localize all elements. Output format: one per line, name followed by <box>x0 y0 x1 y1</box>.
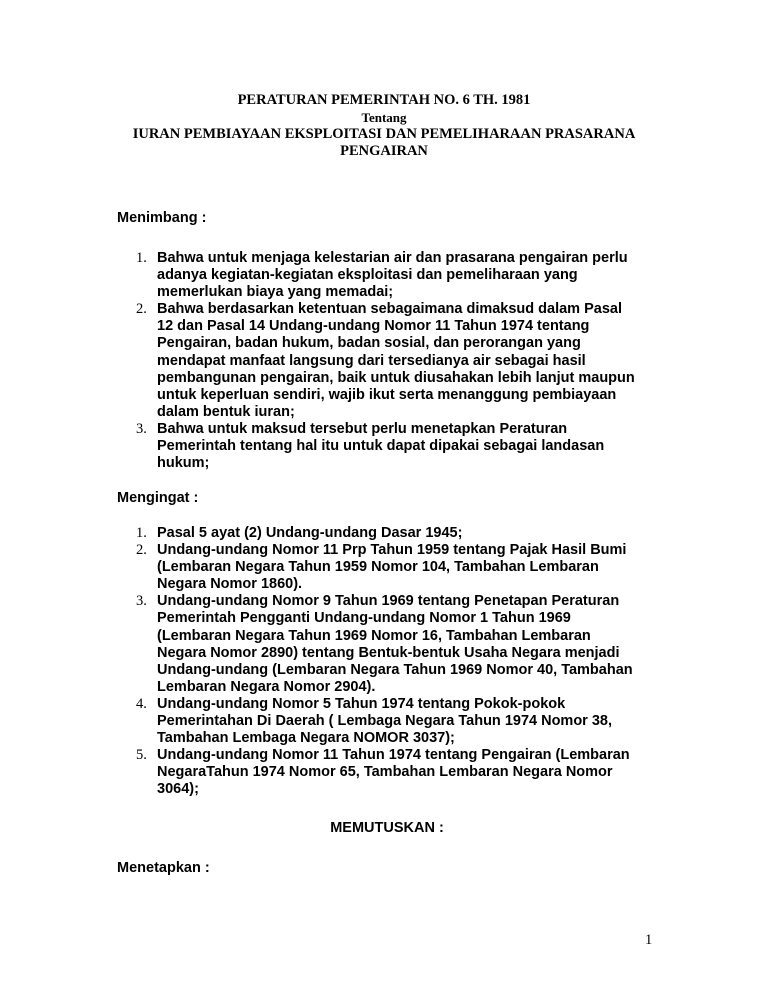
title-regulation: PERATURAN PEMERINTAH NO. 6 TH. 1981 <box>237 92 531 108</box>
item-text-line: Pengairan, badan hukum, badan sosial, dan perorangan yang <box>157 335 581 352</box>
menimbang-list <box>117 250 677 472</box>
item-text-line: Lembaran Negara Nomor 2904). <box>157 678 376 695</box>
item-text-line: Bahwa untuk maksud tersebut perlu menetapkan Peraturan <box>157 420 568 437</box>
title-subject-continued: PENGAIRAN <box>340 143 428 159</box>
item-text-line: untuk keperluan sendiri, wajib ikut serta menanggung pembiayaan <box>157 386 617 403</box>
item-text-line: Bahwa untuk menjaga kelestarian air dan prasarana pengairan perlu <box>157 250 628 266</box>
item-text-line: Tambahan Lembaga Negara NOMOR 3037); <box>157 730 455 747</box>
list-item <box>117 421 677 472</box>
list-item <box>117 747 677 798</box>
item-text-line: Bahwa berdasarkan ketentuan sebagaimana dimaksud dalam Pasal <box>157 301 622 318</box>
menetapkan-heading: Menetapkan : <box>117 860 210 876</box>
item-number: 2. <box>136 301 147 318</box>
item-text-line: 3064); <box>157 781 199 798</box>
item-text-line: 12 dan Pasal 14 Undang-undang Nomor 11 Tahun 1974 tentang <box>157 318 590 335</box>
item-text-line: Undang-undang (Lembaran Negara Tahun 1969 Nomor 40, Tambahan <box>157 661 633 678</box>
item-text-line: hukum; <box>157 455 210 472</box>
item-text-line: mendapat manfaat langsung dari tersedianya air sebagai hasil <box>157 352 586 369</box>
item-number: 3. <box>136 420 147 437</box>
item-text-line: NegaraTahun 1974 Nomor 65, Tambahan Lembaran Negara Nomor <box>157 764 613 781</box>
item-text-line: Undang-undang Nomor 5 Tahun 1974 tentang Pokok-pokok <box>157 695 566 712</box>
item-text-line: dalam bentuk iuran; <box>157 403 295 420</box>
item-number: 4. <box>136 695 147 712</box>
list-item <box>117 593 677 696</box>
item-number: 1. <box>136 250 147 266</box>
item-text-line: pembangunan pengairan, baik untuk diusahakan lebih lanjut maupun <box>157 369 635 386</box>
item-text-line: Pasal 5 ayat (2) Undang-undang Dasar 1945; <box>157 525 463 541</box>
item-text-line: Pemerintahan Di Daerah ( Lembaga Negara Tahun 1974 Nomor 38, <box>157 713 613 730</box>
item-text-line: Pemerintah tentang hal itu untuk dapat dipakai sebagai landasan <box>157 438 605 455</box>
item-number: 1. <box>136 525 147 541</box>
item-text-line: (Lembaran Negara Tahun 1959 Nomor 104, Tambahan Lembaran <box>157 559 599 576</box>
item-text-line: Negara Nomor 1860). <box>157 576 303 593</box>
item-text-line: adanya kegiatan-kegiatan eksploitasi dan pemeliharaan yang <box>157 267 578 284</box>
page-number: 1 <box>645 932 653 948</box>
item-text-line: memerlukan biaya yang memadai; <box>157 284 394 301</box>
item-text-line: Undang-undang Nomor 11 Prp Tahun 1959 tentang Pajak Hasil Bumi <box>157 542 627 559</box>
mengingat-heading: Mengingat : <box>117 490 199 506</box>
list-item <box>117 525 677 542</box>
item-text-line: Negara Nomor 2890) tentang Bentuk-bentuk Usaha Negara menjadi <box>157 644 620 661</box>
item-text-line: Undang-undang Nomor 9 Tahun 1969 tentang Penetapan Peraturan <box>157 593 620 610</box>
menimbang-heading: Menimbang : <box>117 210 207 226</box>
list-item <box>117 696 677 747</box>
title-subject: IURAN PEMBIAYAAN EKSPLOITASI DAN PEMELIHARAAN PRASARANA <box>132 126 636 142</box>
list-item <box>117 250 677 301</box>
item-number: 3. <box>136 593 147 610</box>
item-text-line: Undang-undang Nomor 11 Tahun 1974 tentang Pengairan (Lembaran <box>157 747 630 764</box>
mengingat-list <box>117 525 677 799</box>
document-title <box>0 92 768 160</box>
decision-heading: MEMUTUSKAN : <box>330 820 444 836</box>
title-about: Tentang <box>361 110 407 125</box>
list-item <box>117 542 677 593</box>
item-text-line: (Lembaran Negara Tahun 1969 Nomor 16, Tambahan Lembaran <box>157 627 591 644</box>
item-number: 2. <box>136 542 147 559</box>
item-number: 5. <box>136 747 147 764</box>
list-item <box>117 301 677 421</box>
item-text-line: Pemerintah Pengganti Undang-undang Nomor 1 Tahun 1969 <box>157 610 571 627</box>
